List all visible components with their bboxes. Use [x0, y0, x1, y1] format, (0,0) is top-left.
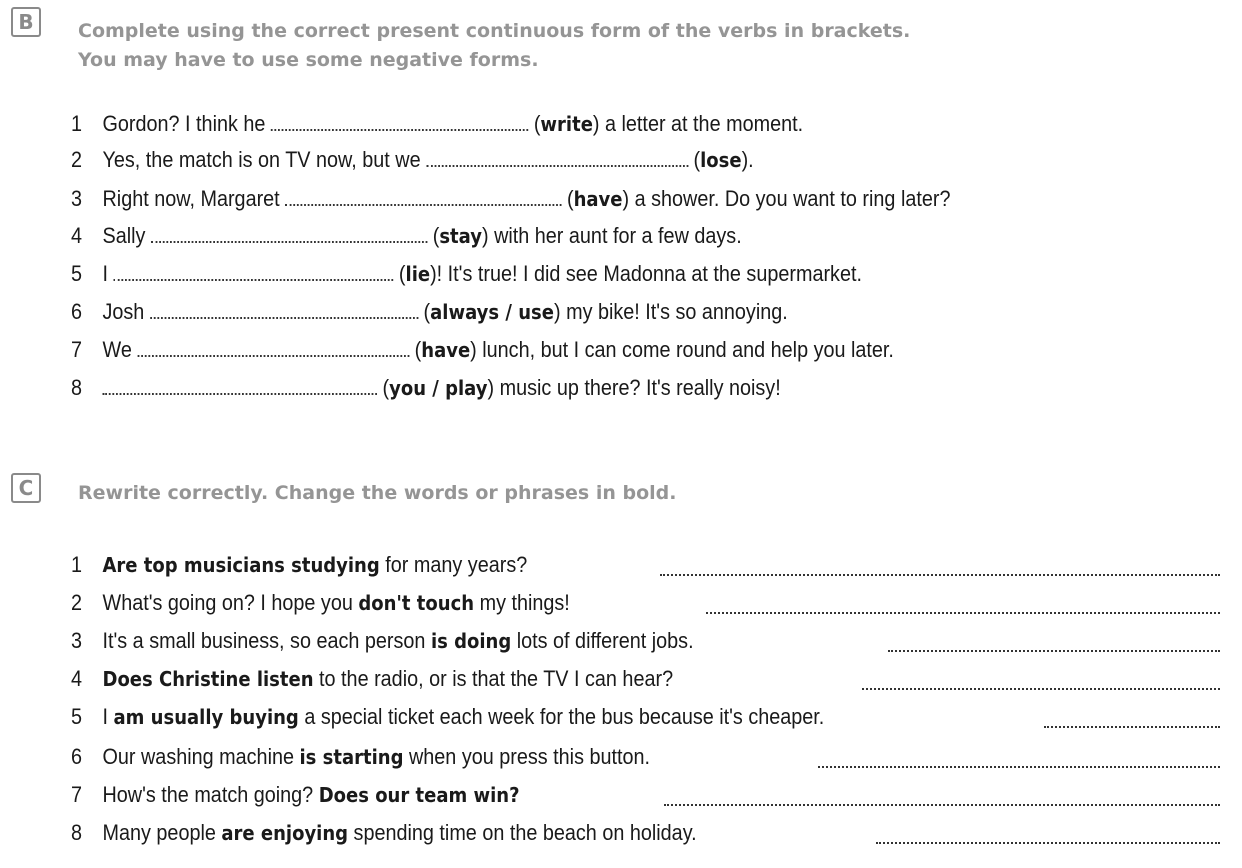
verb-in-brackets: write	[540, 112, 593, 136]
item-text: spending time on the beach on holiday.	[348, 820, 697, 845]
answer-blank[interactable]	[285, 187, 561, 206]
item-number: 3	[71, 628, 83, 653]
answer-blank[interactable]	[271, 112, 528, 131]
item-number: 5	[71, 704, 83, 729]
item-text: ! It's true! I did see Madonna at the supermarket.	[436, 261, 862, 286]
item-text: It's a small business, so each person	[102, 628, 431, 653]
bold-phrase: Are top musicians studying	[102, 553, 380, 577]
item-number: 8	[71, 375, 83, 400]
bold-phrase: is starting	[299, 745, 404, 769]
exercise-c-item	[71, 664, 673, 694]
bold-phrase: Does our team win?	[318, 783, 520, 807]
answer-blank[interactable]	[426, 148, 688, 167]
section-b-instruction-line-2: You may have to use some negative forms.	[78, 49, 539, 71]
item-number: 1	[71, 111, 83, 136]
item-text: lunch, but I can come round and help you later.	[476, 337, 894, 362]
item-text: when you press this button.	[403, 744, 651, 769]
exercise-c-item	[71, 702, 824, 732]
exercise-b-item: 1 Gordon? I think he (write) a letter at the moment.	[71, 109, 803, 139]
answer-line[interactable]	[862, 688, 1220, 690]
exercise-c-item	[71, 588, 570, 618]
verb-in-brackets: lie	[405, 262, 431, 286]
item-number: 6	[71, 299, 83, 324]
item-number: 7	[71, 337, 83, 362]
bold-phrase: Does Christine listen	[102, 667, 314, 691]
answer-line[interactable]	[888, 650, 1220, 652]
item-number: 4	[71, 223, 83, 248]
item-text: We	[102, 337, 138, 362]
answer-blank[interactable]	[114, 262, 394, 281]
item-text: a special ticket each week for the bus because it's cheaper.	[298, 704, 825, 729]
answer-line[interactable]	[818, 766, 1220, 768]
bold-phrase: don't touch	[358, 591, 475, 615]
exercise-c-item	[71, 780, 520, 810]
item-text: Gordon? I think he	[102, 111, 271, 136]
exercise-c-item	[71, 818, 697, 848]
exercise-b-item: 8 (you / play) music up there? It's really noisy!	[71, 373, 781, 403]
verb-in-brackets: have	[421, 338, 471, 362]
exercise-c-item	[71, 742, 650, 772]
item-number: 8	[71, 820, 83, 845]
exercise-b-item: 5 I (lie)! It's true! I did see Madonna at the supermarket.	[71, 259, 862, 289]
item-text: for many years?	[379, 552, 528, 577]
exercise-c-item	[71, 626, 694, 656]
bold-phrase: are enjoying	[221, 821, 349, 845]
item-text: Josh	[102, 299, 150, 324]
item-number: 2	[71, 590, 83, 615]
item-text: I	[102, 704, 114, 729]
section-b-instruction-line-1: Complete using the correct present continuous form of the verbs in brackets.	[78, 20, 911, 42]
answer-line[interactable]	[706, 612, 1220, 614]
item-text: my things!	[474, 590, 570, 615]
item-text: I	[102, 261, 114, 286]
item-text: Yes, the match is on TV now, but we	[102, 147, 427, 172]
section-b-label: B	[11, 7, 41, 37]
verb-in-brackets: stay	[439, 224, 482, 248]
answer-line[interactable]	[660, 574, 1220, 576]
item-number: 5	[71, 261, 83, 286]
item-number: 2	[71, 147, 83, 172]
item-number: 1	[71, 552, 83, 577]
answer-line[interactable]	[876, 842, 1220, 844]
answer-line[interactable]	[1044, 726, 1220, 728]
item-number: 6	[71, 744, 83, 769]
exercise-b-item: 2 Yes, the match is on TV now, but we (lose).	[71, 145, 754, 175]
item-text: music up there? It's really noisy!	[494, 375, 781, 400]
answer-blank[interactable]	[103, 376, 378, 395]
exercise-b-item: 4 Sally (stay) with her aunt for a few days.	[71, 221, 742, 251]
item-number: 7	[71, 782, 83, 807]
exercise-b-item: 7 We (have) lunch, but I can come round and help you later.	[71, 335, 894, 365]
item-text: lots of different jobs.	[511, 628, 694, 653]
verb-in-brackets: you / play	[389, 376, 488, 400]
answer-blank[interactable]	[151, 224, 427, 243]
answer-line[interactable]	[664, 804, 1220, 806]
verb-in-brackets: always / use	[430, 300, 554, 324]
item-text: a letter at the moment.	[599, 111, 804, 136]
item-text: Sally	[102, 223, 151, 248]
verb-in-brackets: have	[573, 187, 623, 211]
exercise-b-item: 6 Josh (always / use) my bike! It's so annoying.	[71, 297, 788, 327]
item-text: How's the match going?	[102, 782, 319, 807]
answer-blank[interactable]	[150, 300, 418, 319]
item-text: Right now, Margaret	[102, 186, 286, 211]
verb-in-brackets: lose	[700, 148, 742, 172]
section-c-label: C	[11, 473, 41, 503]
exercise-c-item	[71, 550, 527, 580]
item-text: to the radio, or is that the TV I can hear?	[313, 666, 674, 691]
item-text: Many people	[102, 820, 222, 845]
answer-blank[interactable]	[137, 338, 409, 357]
item-text: .	[748, 147, 754, 172]
item-text: with her aunt for a few days.	[488, 223, 742, 248]
item-text: Our washing machine	[102, 744, 300, 769]
item-number: 4	[71, 666, 83, 691]
section-c-instruction: Rewrite correctly. Change the words or phrases in bold.	[78, 482, 677, 504]
bold-phrase: am usually buying	[113, 705, 299, 729]
item-text: What's going on? I hope you	[102, 590, 359, 615]
bold-phrase: is doing	[430, 629, 512, 653]
item-text: a shower. Do you want to ring later?	[629, 186, 951, 211]
item-number: 3	[71, 186, 83, 211]
exercise-b-item: 3 Right now, Margaret (have) a shower. Do you want to ring later?	[71, 184, 950, 214]
item-text: my bike! It's so annoying.	[560, 299, 788, 324]
